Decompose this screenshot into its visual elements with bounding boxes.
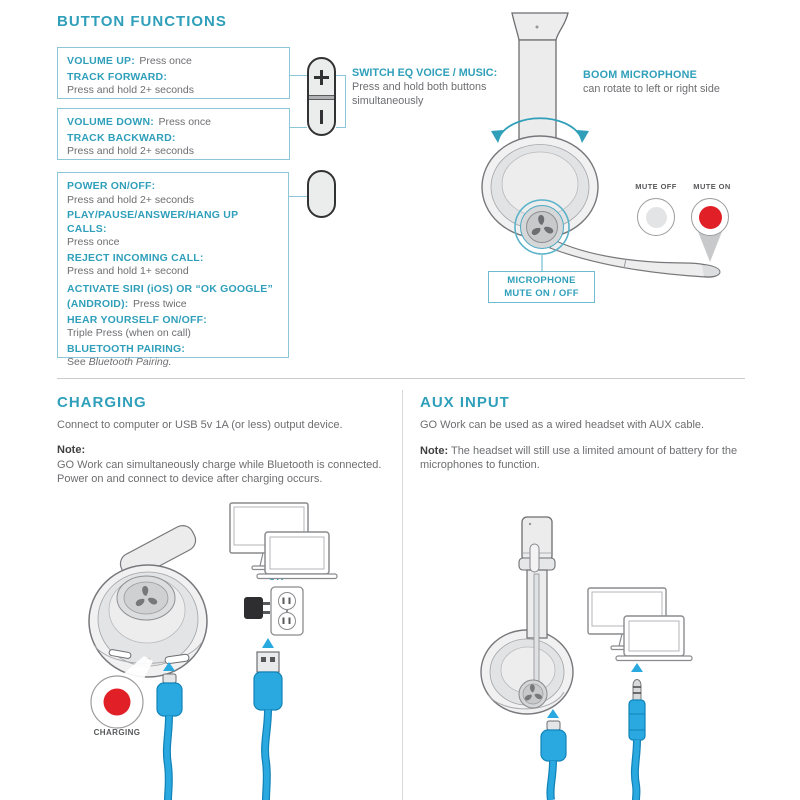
- hear-yourself-item: [67, 314, 279, 341]
- volume-up-desc: Press once: [139, 55, 192, 67]
- reject-call-desc: Press and hold 1+ second: [67, 265, 189, 277]
- aux-title: AUX INPUT: [420, 394, 510, 411]
- voice-assistant-desc: Press twice: [132, 298, 187, 310]
- mute-on-dot: [699, 206, 722, 229]
- reject-call-item: [67, 252, 279, 279]
- horizontal-divider: [57, 378, 745, 379]
- power-label: POWER ON/OFF:: [67, 180, 156, 192]
- switch-eq-label: SWITCH EQ VOICE / MUSIC:: [352, 67, 498, 79]
- play-pause-item: [67, 209, 279, 250]
- up-arrow-icon: [262, 638, 274, 648]
- aux-note-label: Note:: [420, 445, 449, 457]
- power-callout-box: [57, 172, 289, 368]
- play-pause-desc: Press once: [67, 236, 120, 248]
- mute-on-indicator: [691, 198, 729, 236]
- track-forward-item: [67, 71, 280, 98]
- aux-body: GO Work can be used as a wired headset with AUX cable.: [420, 419, 705, 431]
- headband-strap: [512, 13, 568, 152]
- bluetooth-pairing-label: BLUETOOTH PAIRING:: [67, 342, 186, 355]
- usb-c-plug-icon: [157, 662, 182, 800]
- mute-off-label: MUTE OFF: [635, 182, 677, 191]
- switch-eq-desc1: Press and hold both buttons: [352, 81, 487, 93]
- volume-down-desc: Press once: [158, 116, 211, 128]
- laptop-icon: [257, 532, 337, 579]
- bt-desc-prefix: See: [67, 356, 86, 368]
- column-divider: [402, 390, 403, 800]
- volume-up-item: [67, 53, 280, 69]
- volume-down-label: VOLUME DOWN:: [67, 116, 154, 128]
- mic-mute-line1: MICROPHONE: [507, 275, 576, 286]
- voice-assistant-item: [67, 281, 279, 312]
- rocker-divider: [309, 95, 334, 100]
- boom-mic-label: BOOM MICROPHONE: [583, 69, 697, 81]
- usb-a-plug-icon: [254, 638, 282, 800]
- headset-side-view: [481, 517, 573, 714]
- boom-mic-folded: [534, 574, 539, 686]
- play-pause-label: PLAY/PAUSE/ANSWER/HANG UP CALLS:: [67, 209, 239, 235]
- aux-diagram: [440, 490, 760, 800]
- charging-note-label: Note:: [57, 444, 86, 456]
- bt-desc-italic: Bluetooth Pairing.: [88, 356, 172, 368]
- power-item: [67, 180, 279, 207]
- mute-off-indicator: [637, 198, 675, 236]
- reject-call-label: REJECT INCOMING CALL:: [67, 251, 204, 264]
- boom-mic-desc: can rotate to left or right side: [583, 83, 720, 95]
- bluetooth-pairing-item: [67, 343, 279, 370]
- up-arrow-icon: [547, 709, 559, 718]
- charging-note-line1: GO Work can simultaneously charge while Bluetooth is connected.: [57, 459, 382, 471]
- charging-note-line2: Power on and connect to device after charging occurs.: [57, 473, 323, 485]
- aux-plug-icon: [629, 663, 645, 800]
- charging-title: CHARGING: [57, 394, 147, 411]
- volume-up-callout-box: [57, 47, 290, 99]
- headset-ear-cup-charging: [89, 522, 207, 677]
- connector-line-power: [289, 196, 307, 197]
- track-backward-label: TRACK BACKWARD:: [67, 131, 176, 144]
- bracket-bottom-line: [336, 127, 346, 128]
- volume-down-callout-box: [57, 108, 290, 160]
- charging-indicator-label: CHARGING: [93, 728, 141, 737]
- charging-body: Connect to computer or USB 5v 1A (or less) output device.: [57, 419, 343, 431]
- connector-line-volume-up: [290, 75, 307, 76]
- mic-mute-callout-box: [488, 271, 595, 303]
- mic-tip: [702, 265, 720, 277]
- track-backward-desc: Press and hold 2+ seconds: [67, 145, 194, 157]
- aux-note-text: The headset will still use a limited amount of battery for the microphones to function.: [420, 445, 738, 471]
- charging-red-dot: [104, 689, 131, 716]
- hear-yourself-desc: Triple Press (when on call): [67, 327, 191, 339]
- track-forward-desc: Press and hold 2+ seconds: [67, 84, 194, 96]
- outlet-icon: [271, 587, 303, 635]
- laptop-icon: [616, 616, 692, 661]
- up-arrow-icon: [631, 663, 643, 672]
- charging-diagram: [60, 490, 390, 800]
- switch-eq-desc2: simultaneously: [352, 95, 424, 107]
- track-forward-label: TRACK FORWARD:: [67, 70, 168, 83]
- aux-note: [420, 444, 748, 472]
- power-button: [307, 170, 336, 218]
- voice-assistant-label: ACTIVATE SIRI (iOS) OR “OK GOOGLE” (ANDROID):: [67, 282, 273, 310]
- bracket-vertical-line: [345, 75, 346, 128]
- jlab-logo-mute-button: [515, 200, 569, 254]
- track-backward-item: [67, 132, 280, 159]
- mute-off-dot: [646, 207, 667, 228]
- volume-down-item: [67, 114, 280, 130]
- connector-line-volume-down: [290, 127, 307, 128]
- usb-c-plug-icon: [541, 709, 566, 800]
- mic-mute-line2: MUTE ON / OFF: [504, 287, 579, 299]
- power-adapter-icon: [244, 597, 270, 619]
- charging-indicator: [91, 676, 143, 728]
- minus-icon: [320, 110, 324, 124]
- bluetooth-pairing-desc: [67, 356, 279, 370]
- plus-icon-vertical: [320, 70, 324, 85]
- power-desc: Press and hold 2+ seconds: [67, 193, 194, 206]
- volume-up-label: VOLUME UP:: [67, 55, 135, 67]
- mute-on-label: MUTE ON: [693, 182, 731, 191]
- volume-rocker-button: [307, 57, 336, 136]
- button-functions-title: BUTTON FUNCTIONS: [57, 13, 227, 30]
- hear-yourself-label: HEAR YOURSELF ON/OFF:: [67, 313, 207, 326]
